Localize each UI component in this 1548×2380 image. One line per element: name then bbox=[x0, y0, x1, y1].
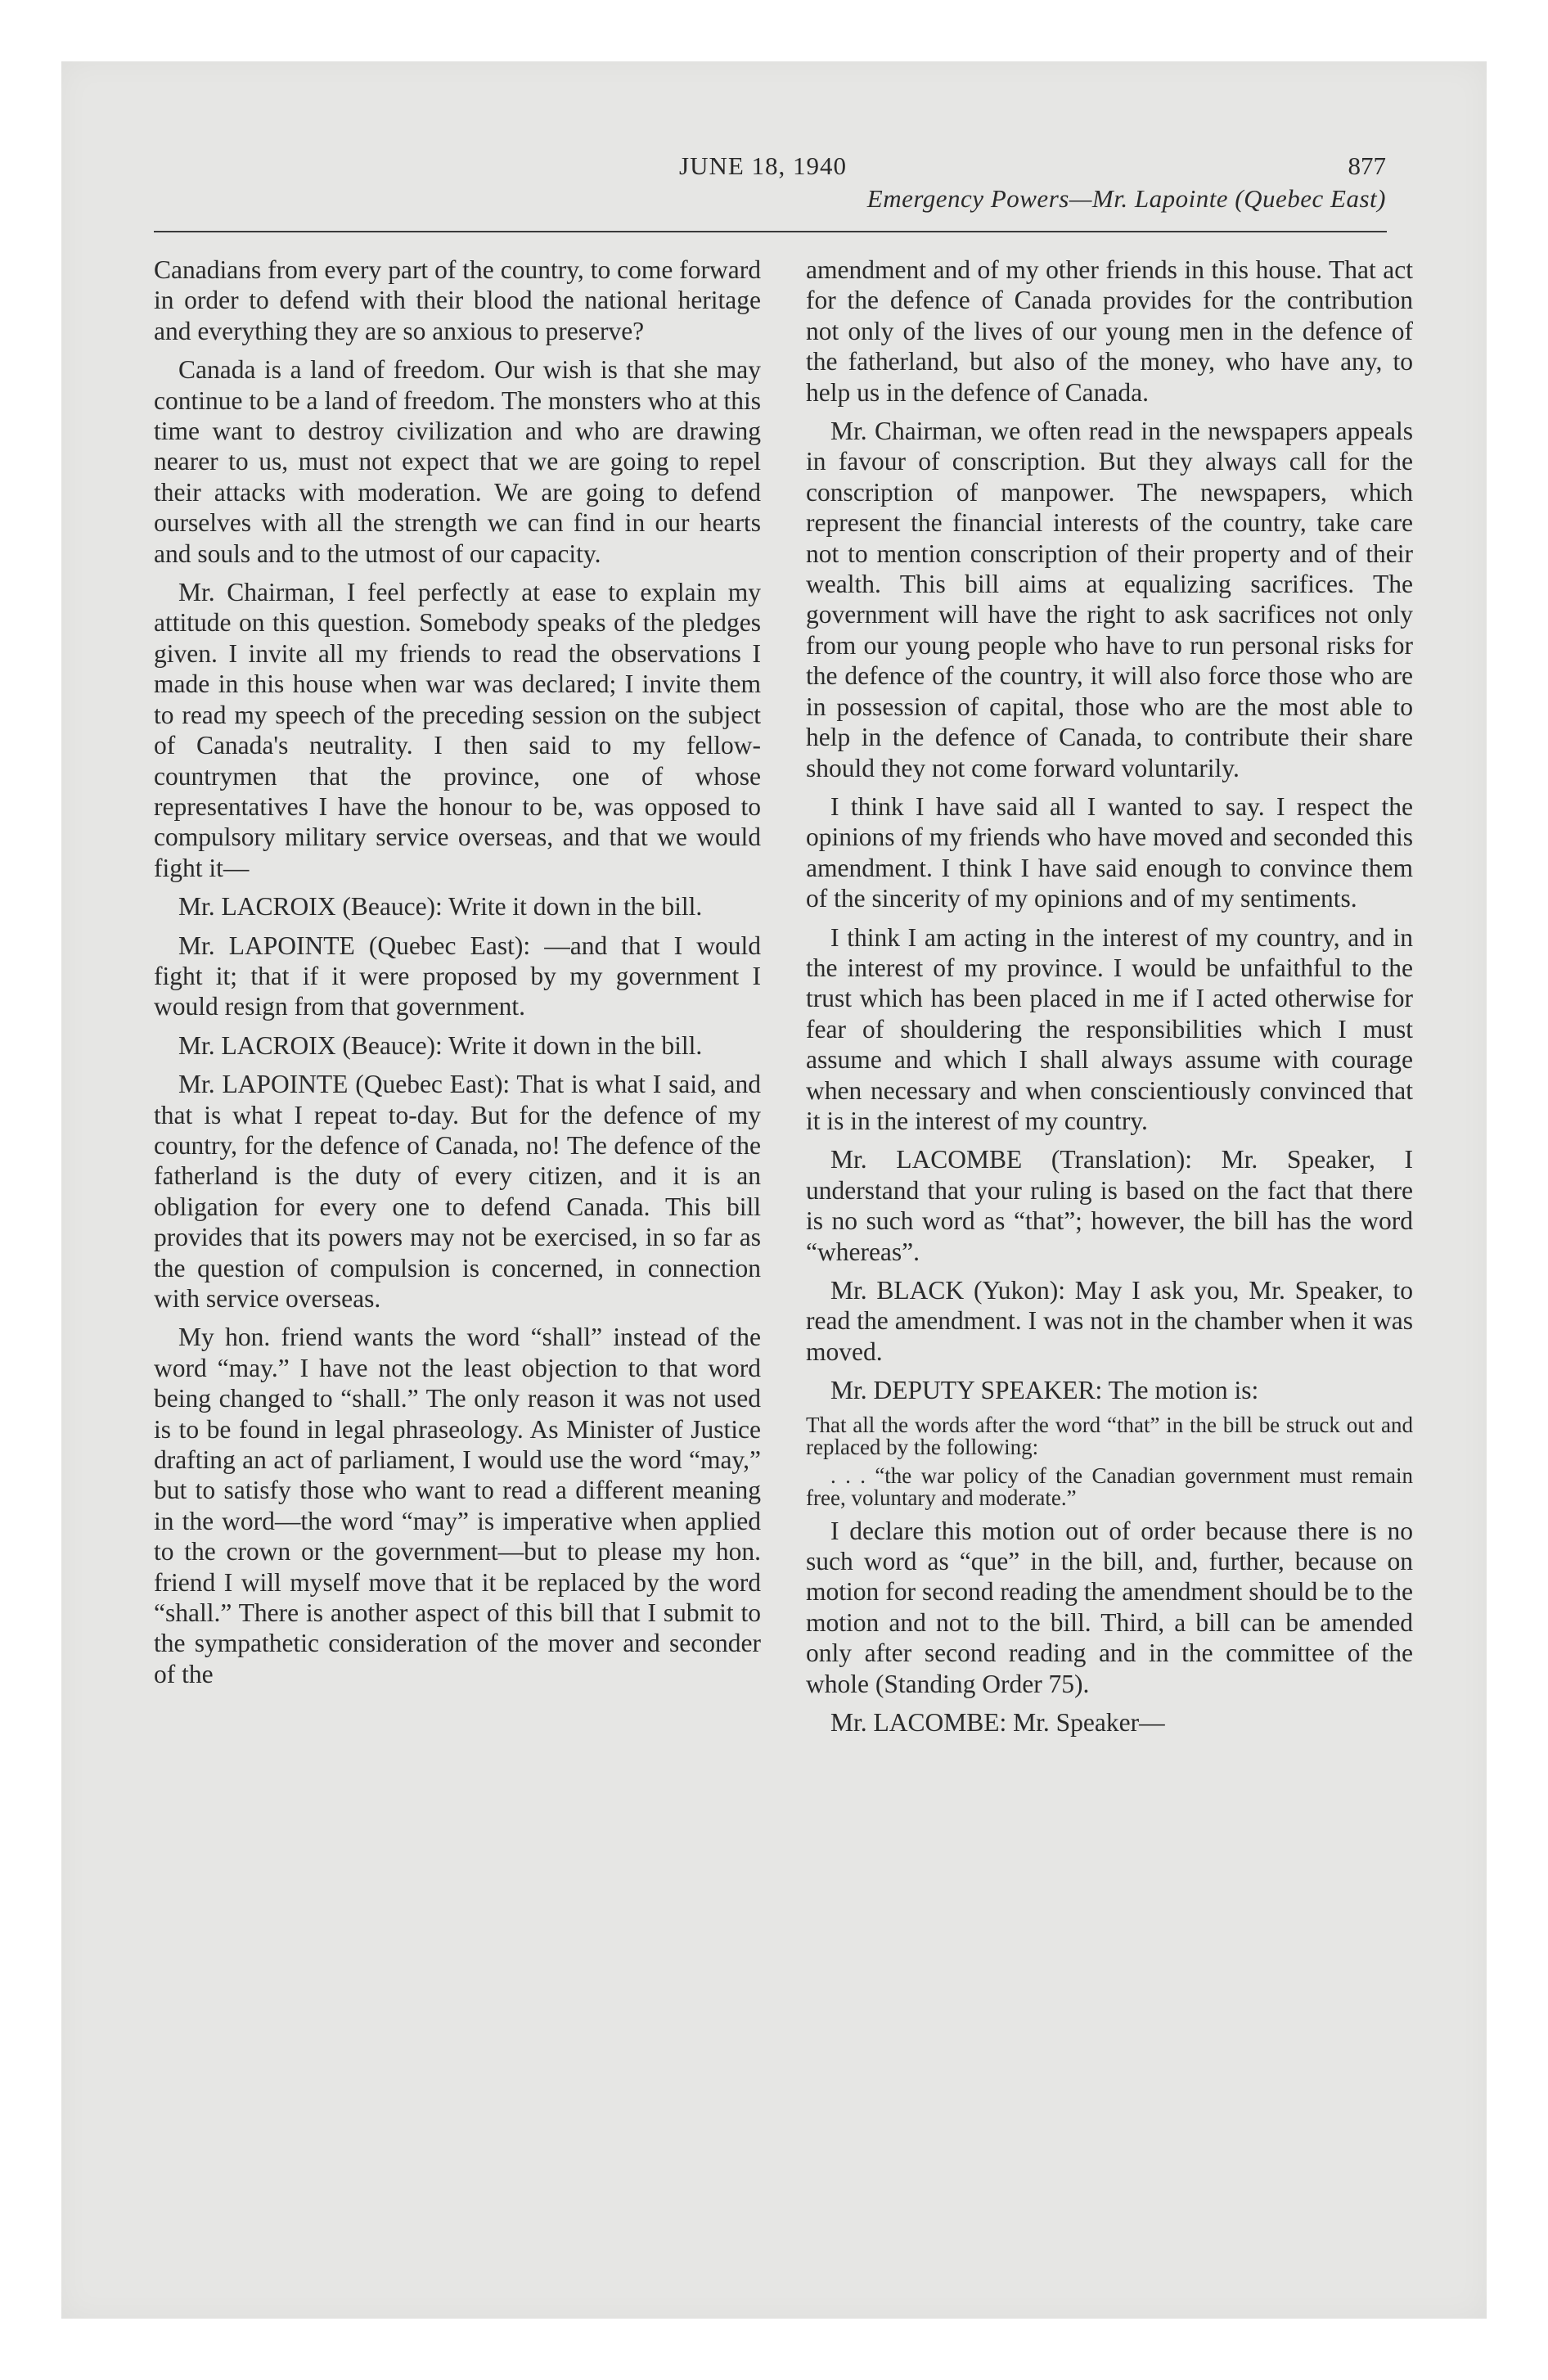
paragraph: My hon. friend wants the word “shall” instead of the word “may.” I have not the least objection to that word being changed to “shall.” The only reason it was not used is to be found in legal phraseology. As Minister of Justice drafting an act of parliament, I would use the word “may,” but to satisfy those who want to read a different meaning in the word—the word “may” is imperative when applied to the crown or the government—but to please my hon. friend I will myself move that it be replaced by the word “shall.” There is another aspect of this bill that I submit to the sympathetic consideration of the mover and seconder of the bbox=[154, 1323, 761, 1688]
paragraph: Mr. LACOMBE: Mr. Speaker— bbox=[830, 1708, 1165, 1738]
paragraph: I declare this motion out of order because there is no such word as “que” in the bill, and, further, because on motion for second reading the amendment should be to the motion and not to the bill. Third, a bill can be amended only after second reading and in the committee of the whole (Standing Order 75). bbox=[806, 1516, 1413, 1698]
document-page bbox=[61, 61, 1487, 2319]
paragraph: I think I am acting in the interest of my country, and in the interest of my province. I would be unfaithful to the trust which has been placed in me if I acted otherwise for fear of shouldering the responsibilities which I must assume and which I shall always assume with courage when necessary and when conscientiously convinced that it is in the interest of my country. bbox=[806, 922, 1413, 1135]
paragraph: I think I have said all I wanted to say. I respect the opinions of my friends who have moved and seconded this amendment. I think I have said enough to convince them of the sincerity of my opinions and of my sentiments. bbox=[806, 791, 1413, 913]
header-subtitle: Emergency Powers—Mr. Lapointe (Quebec East) bbox=[866, 184, 1386, 213]
page-header bbox=[61, 151, 1487, 241]
quoted-motion: That all the words after the word “that” in the bill be struck out and replaced by the following: bbox=[806, 1412, 1413, 1459]
paragraph: Canada is a land of freedom. Our wish is that she may continue to be a land of freedom. The monsters who at this time want to destroy civilization and who are drawing nearer to us, must not expect that we are going to repel their attacks with moderation. We are going to defend ourselves with all the strength we can find in our hearts and souls and to the utmost of our capacity. bbox=[154, 355, 761, 568]
paragraph: Mr. LACROIX (Beauce): Write it down in the bill. bbox=[178, 1030, 703, 1060]
paragraph: Mr. LAPOINTE (Quebec East): —and that I would fight it; that if it were proposed by my government I would resign from that government. bbox=[154, 931, 761, 1021]
paragraph: Mr. LAPOINTE (Quebec East): That is what I said, and that is what I repeat to-day. But for the defence of my country, for the defence of Canada, no! The defence of the fatherland is the duty of every citizen, and it is an obligation for every one to defend Canada. This bill provides that its powers may not be exercised, in so far as the question of compulsion is concerned, in connection with service overseas. bbox=[154, 1070, 761, 1313]
paragraph: amendment and of my other friends in this house. That act for the defence of Canada provides for the contribution not only of the lives of our young men in the defence of the fatherland, but also of the money, who have any, to help us in the defence of Canada. bbox=[806, 255, 1413, 407]
header-rule bbox=[154, 231, 1387, 232]
paragraph: Mr. LACOMBE (Translation): Mr. Speaker, I understand that your ruling is based on the fact that there is no such word as “that”; however, the bill has the word “whereas”. bbox=[806, 1145, 1413, 1266]
paragraph: Mr. DEPUTY SPEAKER: The motion is: bbox=[830, 1376, 1259, 1405]
paragraph: Canadians from every part of the country, to come forward in order to defend with their blood the national heritage and everything they are so anxious to preserve? bbox=[154, 255, 761, 345]
right-column bbox=[806, 255, 1413, 1746]
paragraph: Mr. LACROIX (Beauce): Write it down in the bill. bbox=[178, 892, 703, 922]
paragraph: Mr. BLACK (Yukon): May I ask you, Mr. Speaker, to read the amendment. I was not in the chamber when it was moved. bbox=[806, 1276, 1413, 1366]
quoted-motion-text: . . . “the war policy of the Canadian government must remain free, voluntary and moderate.” bbox=[806, 1463, 1413, 1510]
paragraph: Mr. Chairman, I feel perfectly at ease to explain my attitude on this question. Somebody speaks of the pledges given. I invite all my friends to read the observations I made in this house when war was declared; I invite them to read my speech of the preceding session on the subject of Canada's neutrality. I then said to my fellow-countrymen that the province, one of whose representatives I have the honour to be, was opposed to compulsory military service overseas, and that we would fight it— bbox=[154, 578, 761, 882]
page-number: 877 bbox=[1348, 151, 1386, 180]
paragraph: Mr. Chairman, we often read in the newspapers appeals in favour of conscription. But they always call for the conscription of manpower. The newspapers, which represent the financial interests of the country, take care not to mention conscription of their property and of their wealth. This bill aims at equalizing sacrifices. The government will have the right to ask sacrifices not only from our young people who have to run personal risks for the defence of the country, it will also force those who are in possession of capital, those who are the most able to help in the defence of Canada, to contribute their share should they not come forward voluntarily. bbox=[806, 417, 1413, 782]
left-column bbox=[154, 255, 761, 1697]
header-date: JUNE 18, 1940 bbox=[679, 151, 848, 180]
